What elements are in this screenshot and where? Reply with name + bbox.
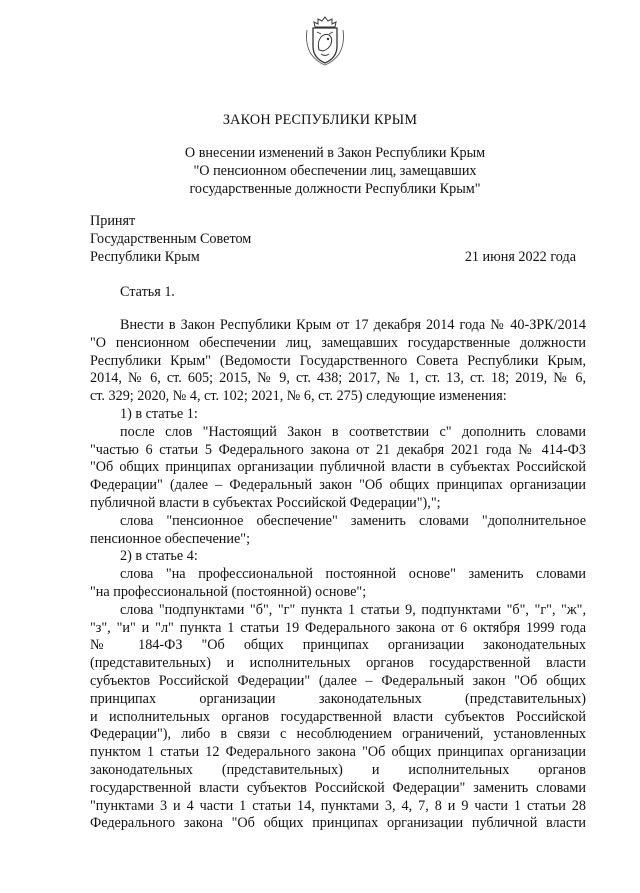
body-line: пенсионное обеспечение"; (90, 530, 251, 547)
body-line: после слов "Настоящий Закон в соответствии с" дополнить словами (120, 423, 586, 440)
body-line: законодательных (представительных) и исполнительных органов (90, 761, 586, 778)
body-line: Федерации"), либо в связи с несоблюдением ограничений, установленных (90, 726, 586, 743)
subtitle-line: О внесении изменений в Закон Республики Крым (184, 145, 486, 161)
body-line: слова "подпунктами "б", "г" пункта 1 статьи 9, подпунктами "б", "г", "ж", (120, 601, 586, 618)
body-line: и исполнительных органов государственной власти субъектов Российской (90, 708, 586, 725)
adoption-line: Республики Крым (90, 248, 200, 265)
body-line: государственной власти субъектов Российской Федерации" заменить словами (90, 779, 586, 796)
law-title: ЗАКОН РЕСПУБЛИКИ КРЫМ (222, 112, 418, 128)
body-line: публичной власти в субъектах Российской Федерации"),"; (90, 494, 441, 511)
body-line: Федерального закона "Об общих принципах организации публичной власти (90, 815, 586, 832)
adoption-date: 21 июня 2022 года (464, 249, 576, 265)
body-line: (представительных) и исполнительных органов государственной власти (90, 655, 586, 672)
body-line: Федерации" (далее – Федеральный закон "Об общих принципах организации (90, 477, 586, 494)
body-line: Внести в Закон Республики Крым от 17 декабря 2014 года № 40-ЗРК/2014 (120, 317, 586, 333)
body-line: слова "пенсионное обеспечение" заменить словами "дополнительное (120, 512, 586, 529)
body-line: № 184-ФЗ "Об общих принципах организации законодательных (90, 637, 586, 654)
body-line: 2014, № 6, ст. 605; 2015, № 9, ст. 438; 2017, № 1, ст. 13, ст. 18; 2019, № 6, (90, 370, 586, 387)
body-line: слова "на профессиональной постоянной основе" заменить словами (120, 566, 586, 583)
body-line: "О пенсионном обеспечении лиц, замещавших государственные должности (90, 334, 586, 351)
body-line: "Об общих принципах организации публичной власти в субъектах Российской (90, 459, 586, 476)
body-line: 1) в статье 1: (120, 405, 198, 422)
body-line: субъектов Российской Федерации" (далее – Федеральный закон "Об общих (90, 672, 586, 689)
adoption-block (90, 213, 251, 267)
body-line: принципах организации законодательных (представительных) (90, 690, 586, 707)
body-line: "з", "и" и "л" пункта 1 статьи 19 Федерального закона от 6 октября 1999 года (90, 619, 586, 636)
article-body (90, 317, 586, 833)
body-line: Республики Крым" (Ведомости Государственного Совета Республики Крым, (90, 352, 586, 369)
body-line: 2) в статье 4: (120, 548, 198, 565)
coat-of-arms-icon (303, 16, 347, 66)
article-heading: Статья 1 (120, 284, 172, 300)
law-subtitle (160, 145, 510, 199)
scan-speck (172, 294, 174, 296)
body-line: "пунктами 3 и 4 части 1 статьи 14, пунктами 3, 4, 7, 8 и 9 части 1 статьи 28 (90, 797, 586, 814)
body-line: ст. 329; 2020, № 4, ст. 102; 2021, № 6, ст. 275) следующие изменения: (90, 388, 507, 405)
subtitle-line: государственные должности Республики Крым" (189, 180, 481, 197)
adoption-line: Принят (90, 213, 136, 229)
subtitle-line: "О пенсионном обеспечении лиц, замещавших (193, 162, 477, 179)
body-line: "частью 6 статьи 5 Федерального закона от 21 декабря 2021 года № 414-ФЗ (90, 441, 586, 458)
adoption-line: Государственным Советом (90, 230, 252, 247)
body-line: "на профессиональной (постоянной) основе"; (90, 583, 367, 600)
body-line: пунктом 1 статьи 12 Федерального закона "Об общих принципах организации (90, 744, 586, 761)
